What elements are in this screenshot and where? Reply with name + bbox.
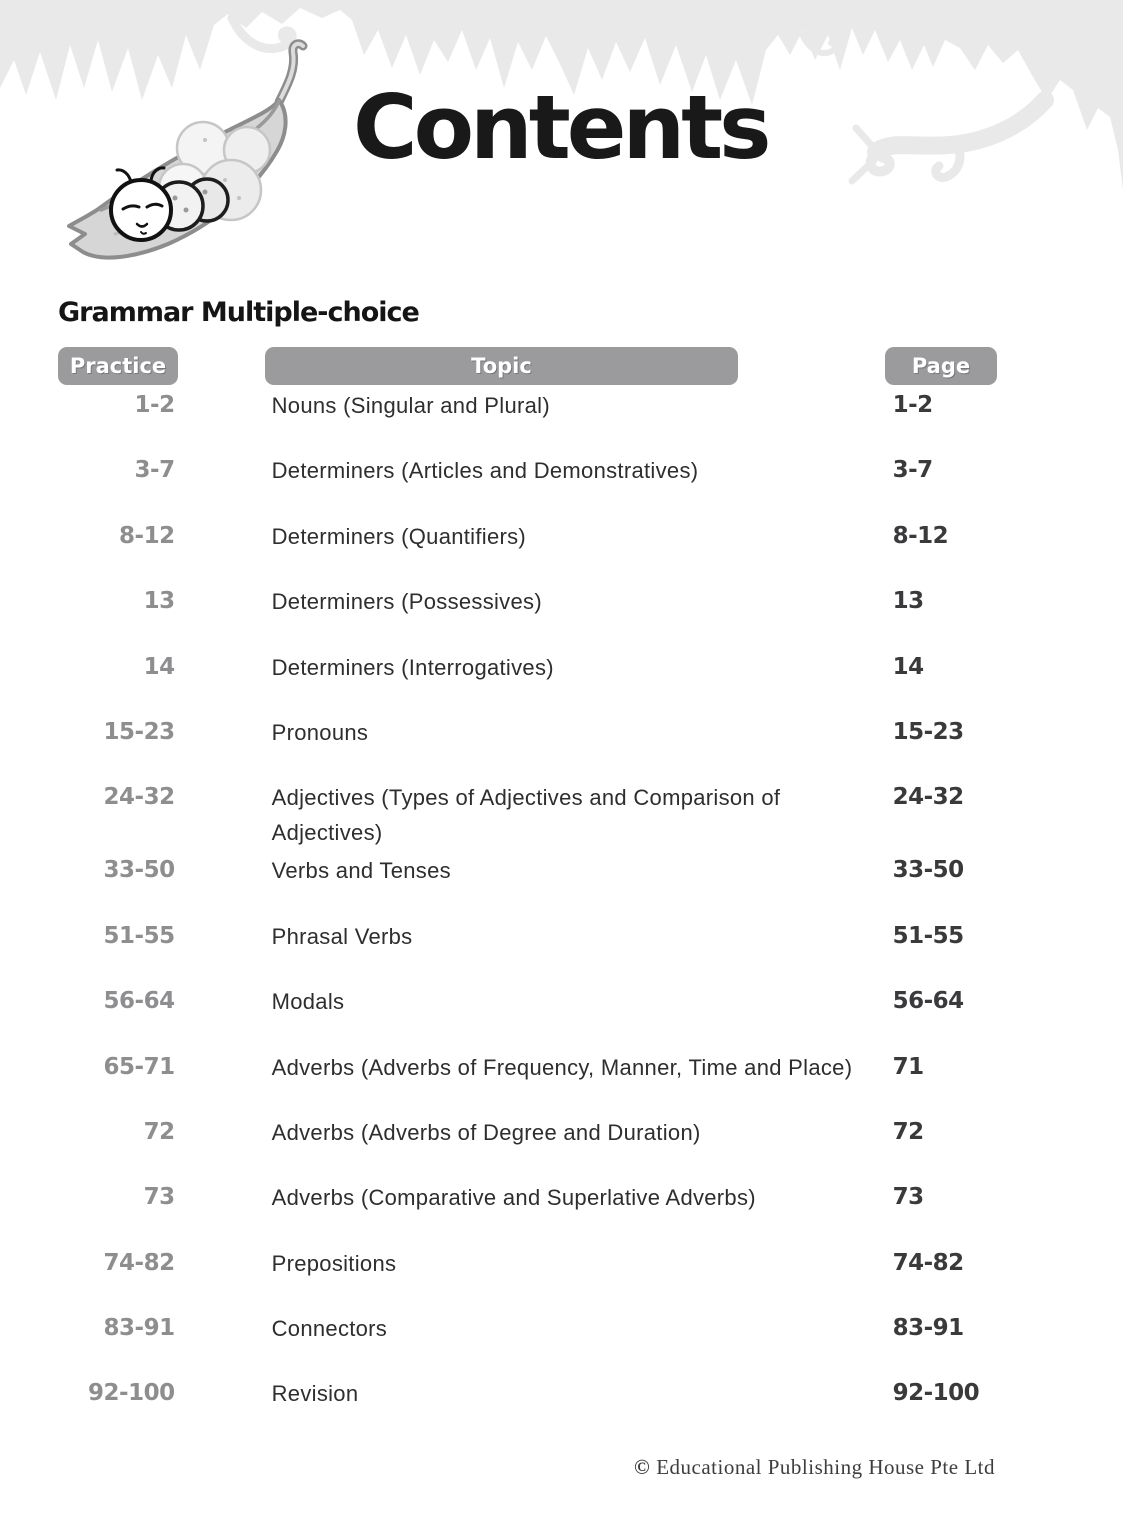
page-value: 83-91 [892,1315,964,1342]
page-value: 73 [892,1184,924,1211]
contents-table-body [58,385,1068,1439]
topic-value: Phrasal Verbs [271,923,413,949]
page-value: 92-100 [892,1380,980,1407]
vine-curl-right [852,100,1045,181]
page-value: 1-2 [892,392,933,418]
topic-value: Adverbs (Comparative and Superlative Adverbs) [271,1185,756,1211]
practice-value: 13 [143,588,175,615]
topic-value: Determiners (Articles and Demonstratives) [271,458,699,484]
topic-value: Adverbs (Adverbs of Frequency, Manner, Time and Place) [271,1054,853,1080]
topic-value: Determiners (Quantifiers) [271,523,527,549]
practice-value: 72 [143,1118,175,1145]
page-value: 33-50 [892,857,964,884]
copyright-icon: © [633,1455,651,1479]
table-row [58,581,1068,646]
topic-value: Nouns (Singular and Plural) [271,393,550,418]
topic-column-header: Topic [265,347,738,385]
contents-table-header [58,347,1068,385]
topic-value: Connectors [271,1316,388,1342]
practice-column-header: Practice [58,347,178,385]
practice-value: 33-50 [103,857,175,884]
table-row [58,916,1068,981]
practice-value: 65-71 [103,1053,175,1080]
page-value: 15-23 [892,718,964,745]
table-row [58,1047,1068,1112]
page-value: 14 [892,653,924,680]
page-value: 13 [892,588,924,615]
topic-value: Verbs and Tenses [271,858,451,884]
contents-table [58,347,1068,1439]
table-row [58,1112,1068,1177]
practice-value: 83-91 [103,1315,175,1342]
table-row [58,647,1068,712]
page-value: 8-12 [892,522,949,549]
page-title: Contents [353,76,768,179]
practice-value: 15-23 [103,718,175,745]
table-row [58,385,1068,450]
page-value: 56-64 [892,988,964,1015]
practice-value: 51-55 [103,922,175,949]
topic-value: Adverbs (Adverbs of Degree and Duration) [271,1119,701,1145]
table-row [58,712,1068,777]
section-heading: Grammar Multiple-choice [58,297,419,328]
page-value: 74-82 [892,1249,964,1276]
topic-value: Modals [271,989,345,1015]
practice-value: 74-82 [103,1249,175,1276]
publisher-name: Educational Publishing House Pte Ltd [656,1455,995,1479]
practice-value: 8-12 [119,522,175,549]
practice-value: 1-2 [134,392,175,418]
caterpillar-on-leaf-illustration [55,38,347,266]
table-row [58,516,1068,581]
practice-value: 14 [143,653,175,680]
table-row [58,1373,1068,1438]
topic-value: Determiners (Possessives) [271,589,542,615]
table-row [58,777,1068,850]
table-row [58,850,1068,915]
table-row [58,1308,1068,1373]
practice-value: 56-64 [103,988,175,1015]
practice-value: 92-100 [88,1380,175,1407]
practice-value: 24-32 [103,784,175,811]
topic-value: Prepositions [271,1250,397,1276]
leaf-stem [279,44,303,102]
topic-value: Determiners (Interrogatives) [271,654,554,680]
page-value: 51-55 [892,922,964,949]
topic-value: Revision [271,1381,359,1407]
practice-value: 3-7 [134,457,175,484]
page-value: 3-7 [892,457,933,484]
practice-value: 73 [143,1184,175,1211]
table-row [58,981,1068,1046]
table-row [58,1243,1068,1308]
page-value: 24-32 [892,784,964,811]
page-value: 72 [892,1118,924,1145]
topic-value: Adjectives (Types of Adjectives and Comparison of Adjectives) [271,785,781,846]
topic-value: Pronouns [271,719,369,745]
table-row [58,450,1068,515]
page-column-header: Page [885,347,997,385]
table-row [58,1177,1068,1242]
page-value: 71 [892,1053,924,1080]
publisher-credit [634,1455,995,1480]
